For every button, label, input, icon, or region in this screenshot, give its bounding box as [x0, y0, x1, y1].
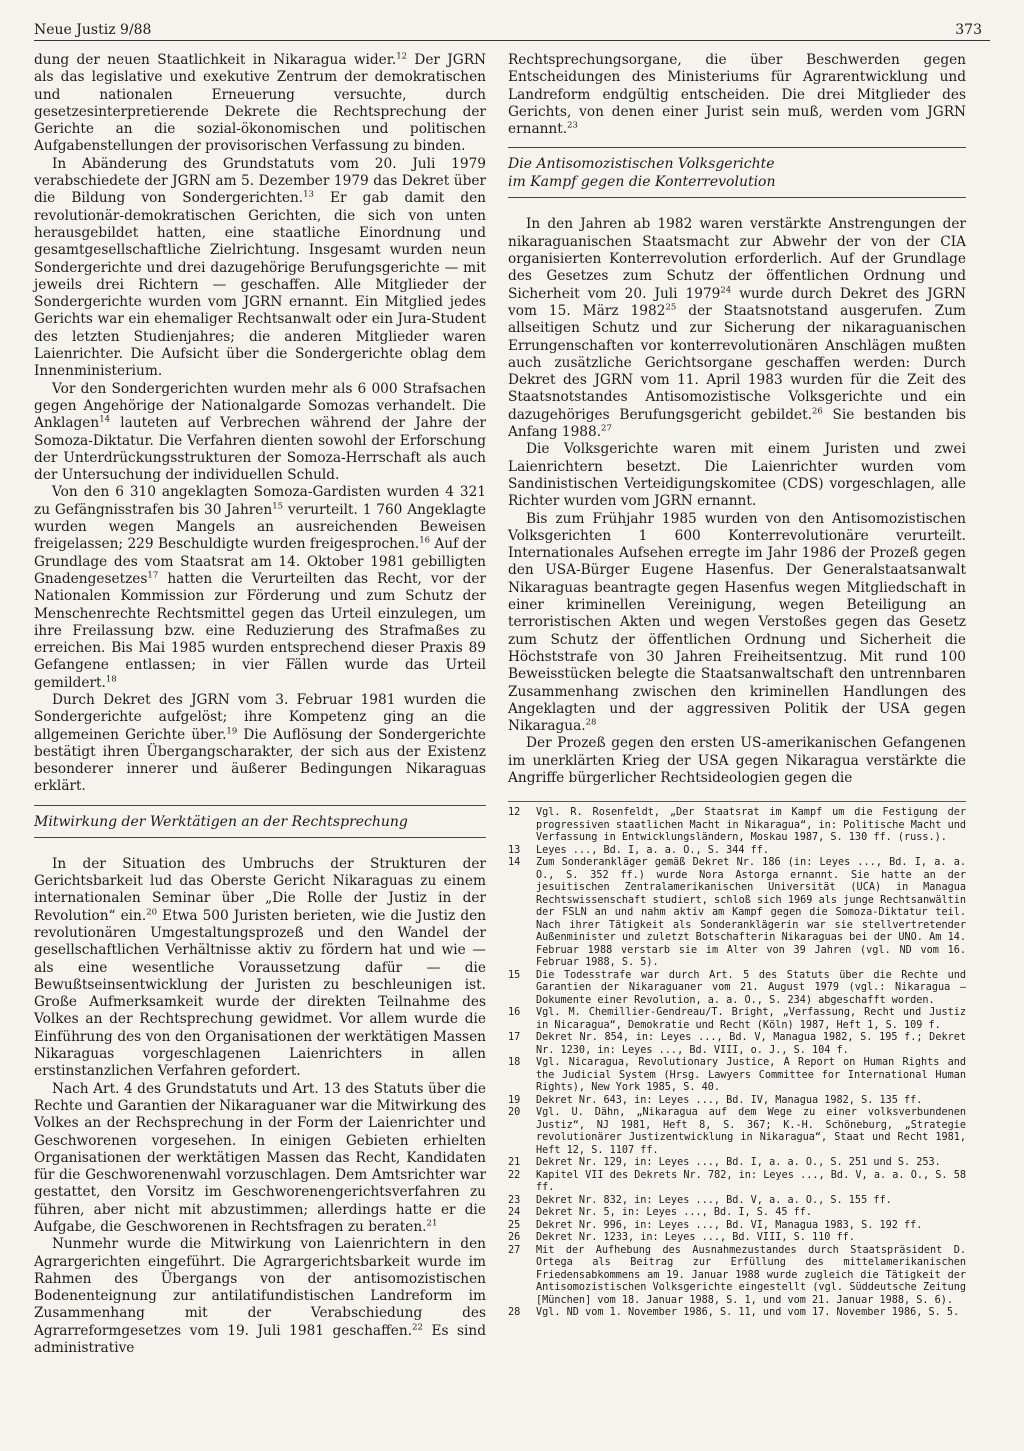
- footnote: [508, 1157, 966, 1170]
- footnote-text: Vgl. U. Dähn, „Nikaragua auf dem Wege zu einer volksverbundenen Justiz“, NJ 1981, Heft 8, S. 367; K.-H. Schöneburg, „Strategie revolutionärer Justizentwicklung in Nikaragua“, Staat und Recht 1981, Heft 12, S. 1107 ff.: [536, 1107, 966, 1156]
- right-column: [508, 52, 966, 1320]
- footnote: [508, 1245, 966, 1308]
- footnote-number: 13: [508, 844, 521, 856]
- footnote-number: 28: [508, 1307, 521, 1319]
- paragraph: In der Situation des Umbruchs der Strukturen der Gerichtsbarkeit lud das Oberste Gericht Nikaraguas zu einem internationalen Seminar über „Die Rolle der Justiz in der Revolution“ ein.$^{20}$ Etwa 500 Juristen berieten, wie die Justiz den revolutionären Umgestaltungsprozeß und den Wandel der gesellschaftlichen Verhältnisse aktiv zu fördern hat und wie — als eine wesentliche Voraussetzung dafür — die Bewußtseinsentwicklung der Juristen zu beschleunigen ist. Große Aufmerksamkeit wurde der direkten Teilnahme des Volkes an der Rechtsprechung gewidmet. Vor allem wurde die Einführung des von den Organisationen der werktätigen Massen Nikaraguas vorgeschlagenen Laienrichters in allen erstinstanzlichen Verfahren gefordert.: [34, 855, 487, 1080]
- footnote-text: Dekret Nr. 1233, in: Leyes ..., Bd. VIII, S. 110 ff.: [536, 1232, 855, 1244]
- footnote-text: Zum Sonderankläger gemäß Dekret Nr. 186 (in: Leyes ..., Bd. I, a. a. O., S. 352 ff.) wurde Nora Astorga ernannt. Sie hatte an der jesuitischen Zentralamerikanischen Universität (UCA) in Managua Rechtswissenschaft studiert, schloß sich 1969 als junge Rechtsanwältin der FSLN an und nahm aktiv am Kampf gegen die Somoza-Diktatur teil. Nach ihrer Tätigkeit als Sonderanklägerin war sie stellvertretender Außenminister und zuletzt Botschafterin Nikaraguas bei der UNO. Am 14. Februar 1988 verstarb sie im Alter von 39 Jahren (vgl. ND vom 16. Februar 1988, S. 5).: [536, 857, 966, 969]
- footnote-number: 23: [508, 1194, 521, 1206]
- paragraph: Durch Dekret des JGRN vom 3. Februar 1981 wurden die Sondergerichte aufgelöst; ihre Kompetenz ging an die allgemeinen Gerichte über.$^{19}$ Die Auflösung der Sondergerichte bestätigt ihren Übergangscharakter, der sich aus der Existenz besonderer innerer und äußerer Bedingungen Nikaraguas erklärt.: [34, 691, 486, 795]
- left-column: [34, 52, 486, 1357]
- footnote: [508, 1095, 966, 1108]
- page-number: 373: [955, 21, 982, 38]
- footnote: [508, 1307, 966, 1320]
- footnote-text: Die Todesstrafe war durch Art. 5 des Statuts über die Rechte und Garantien der Nikaraguaner vom 21. August 1979 (vgl.: Nikaragua – Dokumente einer Revolution, a. a. O., S. 234) abgeschafft worden.: [536, 969, 966, 1006]
- page-header: [34, 16, 990, 38]
- footnotes: [508, 801, 966, 1320]
- paragraph: Nach Art. 4 des Grundstatuts und Art. 13 des Statuts über die Rechte und Garantien der Nikaraguaner war die Mitwirkung des Volkes an der Rechsprechung in der Form der Laienrichter und Geschworenen vorgesehen. In einigen Gebieten erhielten Organisationen der werktätigen Massen das Recht, Kandidaten für die Geschworenenwahl vorzuschlagen. Dem Amtsrichter war gestattet, den Vorsitz im Geschworenengerichtsverfahren zu führen, aber nicht mit abzustimmen; allerdings hatte er die Aufgabe, die Geschworenen in Rechtsfragen zu beraten.$^{21}$: [34, 1080, 486, 1235]
- footnote-text: Kapitel VII des Dekrets Nr. 782, in: Leyes ..., Bd. V, a. a. O., S. 58 ff.: [536, 1169, 966, 1194]
- header-rule: [34, 40, 990, 41]
- footnote-text: Dekret Nr. 5, in: Leyes ..., Bd. I, S. 45 ff.: [536, 1207, 813, 1219]
- footnote-number: 25: [508, 1219, 521, 1231]
- paragraph: Der Prozeß gegen den ersten US-amerikanischen Gefangenen im unerklärten Krieg der USA gegen Nikaragua verstärkte die Angriffe bürgerlicher Rechtsideologien gegen die: [508, 735, 966, 786]
- footnote-number: 16: [508, 1007, 521, 1019]
- footnote: [508, 1207, 966, 1220]
- footnote: [508, 1220, 966, 1233]
- footnote-text: Dekret Nr. 832, in: Leyes ..., Bd. V, a. a. O., S. 155 ff.: [536, 1194, 892, 1206]
- footnote-text: Leyes ..., Bd. I, a. a. O., S. 344 ff.: [536, 844, 770, 856]
- footnote-text: Vgl. Nicaragua, Revolutionary Justice, A Report on Human Rights and the Judicial System (Hrsg. Lawyers Committee for International Human Rights), New York 1985, S. 40.: [536, 1057, 966, 1094]
- footnote-number: 22: [508, 1169, 521, 1181]
- footnote: [508, 807, 966, 845]
- footnote-number: 18: [508, 1057, 521, 1069]
- footnote-number: 24: [508, 1207, 521, 1219]
- paragraph: In Abänderung des Grundstatuts vom 20. Juli 1979 verabschiedete der JGRN am 5. Dezember 1979 das Dekret über die Bildung von Sondergerichten.$^{13}$ Er gab damit den revolutionär-demokratischen Gerichten, die sich von unten herausgebildet hatten, eine staatliche Einordnung und gesamtgesellschaftliche Zielrichtung. Insgesamt wurden neun Sondergerichte und drei dazugehörige Berufungsgerichte — mit jeweils drei Richtern — geschaffen. Alle Mitglieder der Sondergerichte wurden vom JGRN ernannt. Ein Mitglied jedes Gerichts war ein ehemaliger Rechtsanwalt oder ein Jura-Student des letzten Studienjahres; die anderen Mitglieder waren Laienrichter. Die Aufsicht über die Sondergerichte oblag dem Innenministerium.: [34, 155, 486, 380]
- paragraph: In den Jahren ab 1982 waren verstärkte Anstrengungen der nikaraguanischen Staatsmacht zur Abwehr der von der CIA organisierten Konterrevolution erforderlich. Auf der Grundlage des Gesetzes zum Schutz der öffentlichen Ordnung und Sicherheit vom 20. Juli 1979$^{24}$ wurde durch Dekret des JGRN vom 15. März 1982$^{25}$ der Staatsnotstand ausgerufen. Zum allseitigen Schutz und zur Sicherung der nikaraguanischen Errungenschaften vor konterrevolutionären Anschlägen mußten auch zusätzliche Gerichtsorgane geschaffen werden: Durch Dekret des JGRN vom 11. April 1983 wurden für die Zeit des Staatsnotstandes Antisomozistische Volksgerichte und ein dazugehöriges Berufungsgericht gebildet.$^{26}$ Sie bestanden bis Anfang 1988.27: [508, 216, 966, 441]
- footnote-text: Vgl. R. Rosenfeldt, „Der Staatsrat im Kampf um die Festigung der progressiven staatlichen Macht in Nikaragua“, in: Politische Macht und Verfassung in Entwicklungsländern, Moskau 1987, S. 130 ff. (russ.).: [536, 807, 966, 844]
- footnote-number: 14: [508, 857, 521, 869]
- paragraph: Nunmehr wurde die Mitwirkung von Laienrichtern in den Agrargerichten eingeführt. Die Agrargerichtsbarkeit wurde im Rahmen des Übergangs von der antisomozistischen Bodenenteignung zur antilatifundistischen Landreform im Zusammenhang mit der Verabschiedung des Agrarreformgesetzes vom 19. Juli 1981 geschaffen.$^{22}$ Es sind administrative: [34, 1236, 487, 1357]
- footnote-text: Vgl. M. Chemillier-Gendreau/T. Bright, „Verfassung, Recht und Justiz in Nicaragua“, Demokratie und Recht (Köln) 1987, Heft 1, S. 109 f.: [536, 1007, 966, 1031]
- footnote: [508, 845, 966, 858]
- footnote: [508, 970, 966, 1008]
- paragraph: Rechtsprechungsorgane, die über Beschwerden gegen Entscheidungen des Ministeriums für Agrarentwicklung und Landreform endgültig entscheiden. Die drei Mitglieder des Gerichts, von denen einer Jurist sein muß, werden vom JGRN ernannt.$^{23}$: [508, 52, 966, 138]
- footnote-number: 17: [508, 1032, 521, 1044]
- paragraph: Von den 6 310 angeklagten Somoza-Gardisten wurden 4 321 zu Gefängnisstrafen bis 30 Jahren$^{15}$ verurteilt. 1 760 Angeklagte wurden wegen Mangels an ausreichenden Beweisen freigelassen; 229 Beschuldigte wurden freigesprochen.$^{16}$ Auf der Grundlage des vom Staatsrat am 14. Oktober 1981 gebilligten Gnadengesetzes$^{17}$ hatten die Verurteilten das Recht, vor der Nationalen Kommission zur Förderung und zum Schutz der Menschenrechte Rechtsmittel gegen das Urteil einzulegen, um ihre Freilassung bzw. eine Reduzierung des Strafmaßes zu erreichen. Bis Mai 1985 wurden entsprechend dieser Praxis 89 Gefangene entlassen; in vier Fällen wurde das Urteil gemildert.$^{18}$: [34, 484, 486, 691]
- footnote-number: 15: [508, 969, 521, 981]
- footnote-text: Dekret Nr. 854, in: Leyes ..., Bd. V, Managua 1982, S. 195 f.; Dekret Nr. 1230, in: Leyes ..., Bd. VIII, o. J., S. 104 f.: [536, 1032, 966, 1056]
- footnote: [508, 1232, 966, 1245]
- paragraph: Die Volksgerichte waren mit einem Juristen und zwei Laienrichtern besetzt. Die Laienrichter wurden vom Sandinistischen Verteidigungskomitee (CDS) vorgeschlagen, alle Richter wurden vom JGRN ernannt.: [508, 441, 966, 510]
- footnote: [508, 1007, 966, 1032]
- section-heading: Mitwirkung der Werktätigen an der Rechtsprechung: [34, 805, 486, 838]
- footnote-text: Dekret Nr. 996, in: Leyes ..., Bd. VI, Managua 1983, S. 192 ff.: [536, 1219, 923, 1231]
- footnote-text: Dekret Nr. 643, in: Leyes ..., Bd. IV, Managua 1982, S. 135 ff.: [536, 1094, 923, 1106]
- footnote-number: 20: [508, 1107, 521, 1119]
- footnote-number: 21: [508, 1157, 521, 1169]
- footnote: [508, 1195, 966, 1208]
- paragraph: Vor den Sondergerichten wurden mehr als 6 000 Strafsachen gegen Angehörige der Nationalgarde Somozas verhandelt. Die Anklagen$^{14}$ lauteten auf Verbrechen während der Jahre der Somoza-Diktatur. Die Verfahren dienten sowohl der Erforschung der Unterdrückungsstrukturen der Somoza-Herrschaft als auch der Untersuchung der individuellen Schuld.: [34, 380, 486, 484]
- footnote: [508, 1170, 966, 1195]
- footnote-number: 19: [508, 1094, 521, 1106]
- footnote: [508, 1107, 966, 1157]
- paragraph: dung der neuen Staatlichkeit in Nikaragua wider.$^{12}$ Der JGRN als das legislative und exekutive Zentrum der demokratischen und nationalen Erneuerung versuchte, durch gesetzesinterpretierende Dekrete die Rechtsprechung der Gerichte an die sozial-ökonomischen und politischen Aufgabenstellungen der provisorischen Verfassung zu binden.: [34, 51, 486, 155]
- section-heading: Die Antisomozistischen Volksgerichte im Kampf gegen die Konterrevolution: [508, 147, 966, 198]
- footnote-number: 26: [508, 1232, 521, 1244]
- footnote-text: Mit der Aufhebung des Ausnahmezustandes durch Staatspräsident D. Ortega als Beitrag zur Erfüllung des mittelamerikanischen Friedensabkommens am 19. Januar 1988 wurde zugleich die Tätigkeit der Antisomozistischen Volksgerichte eingestellt (vgl. Süddeutsche Zeitung [München] vom 18. Januar 1988, S. 1, und vom 21. Januar 1988, S. 6).: [536, 1244, 966, 1306]
- footnote-number: 27: [508, 1244, 521, 1256]
- footnote-text: Dekret Nr. 129, in: Leyes ..., Bd. I, a. a. O., S. 251 und S. 253.: [536, 1157, 941, 1169]
- footnote: [508, 1057, 966, 1095]
- footnote: [508, 857, 966, 970]
- journal-title: Neue Justiz 9/88: [34, 21, 152, 38]
- paragraph: Bis zum Frühjahr 1985 wurden von den Antisomozistischen Volksgerichten 1 600 Konterrevolutionäre verurteilt. Internationales Aufsehen erregte im Jahr 1986 der Prozeß gegen den USA-Bürger Eugene Hasenfus. Der Generalstaatsanwalt Nikaraguas beantragte gegen Hasenfus wegen Mitgliedschaft in einer kriminellen Vereinigung, wegen Beteiligung an terroristischen Akten und wegen Verstoßes gegen das Gesetz zum Schutz der öffentlichen Ordnung und Sicherheit die Höchststrafe von 30 Jahren Freiheitsentzug. Mit rund 100 Beweisstücken belegte die Staatsanwaltschaft den untrennbaren Zusammenhang zwischen den kriminellen Handlungen des Angeklagten und der aggressiven Politik der USA gegen Nikaragua.$^{28}$: [508, 510, 966, 735]
- footnote-text: Vgl. ND vom 1. November 1986, S. 11, und vom 17. November 1986, S. 5.: [536, 1307, 960, 1319]
- footnote: [508, 1032, 966, 1057]
- footnote-number: 12: [508, 807, 521, 819]
